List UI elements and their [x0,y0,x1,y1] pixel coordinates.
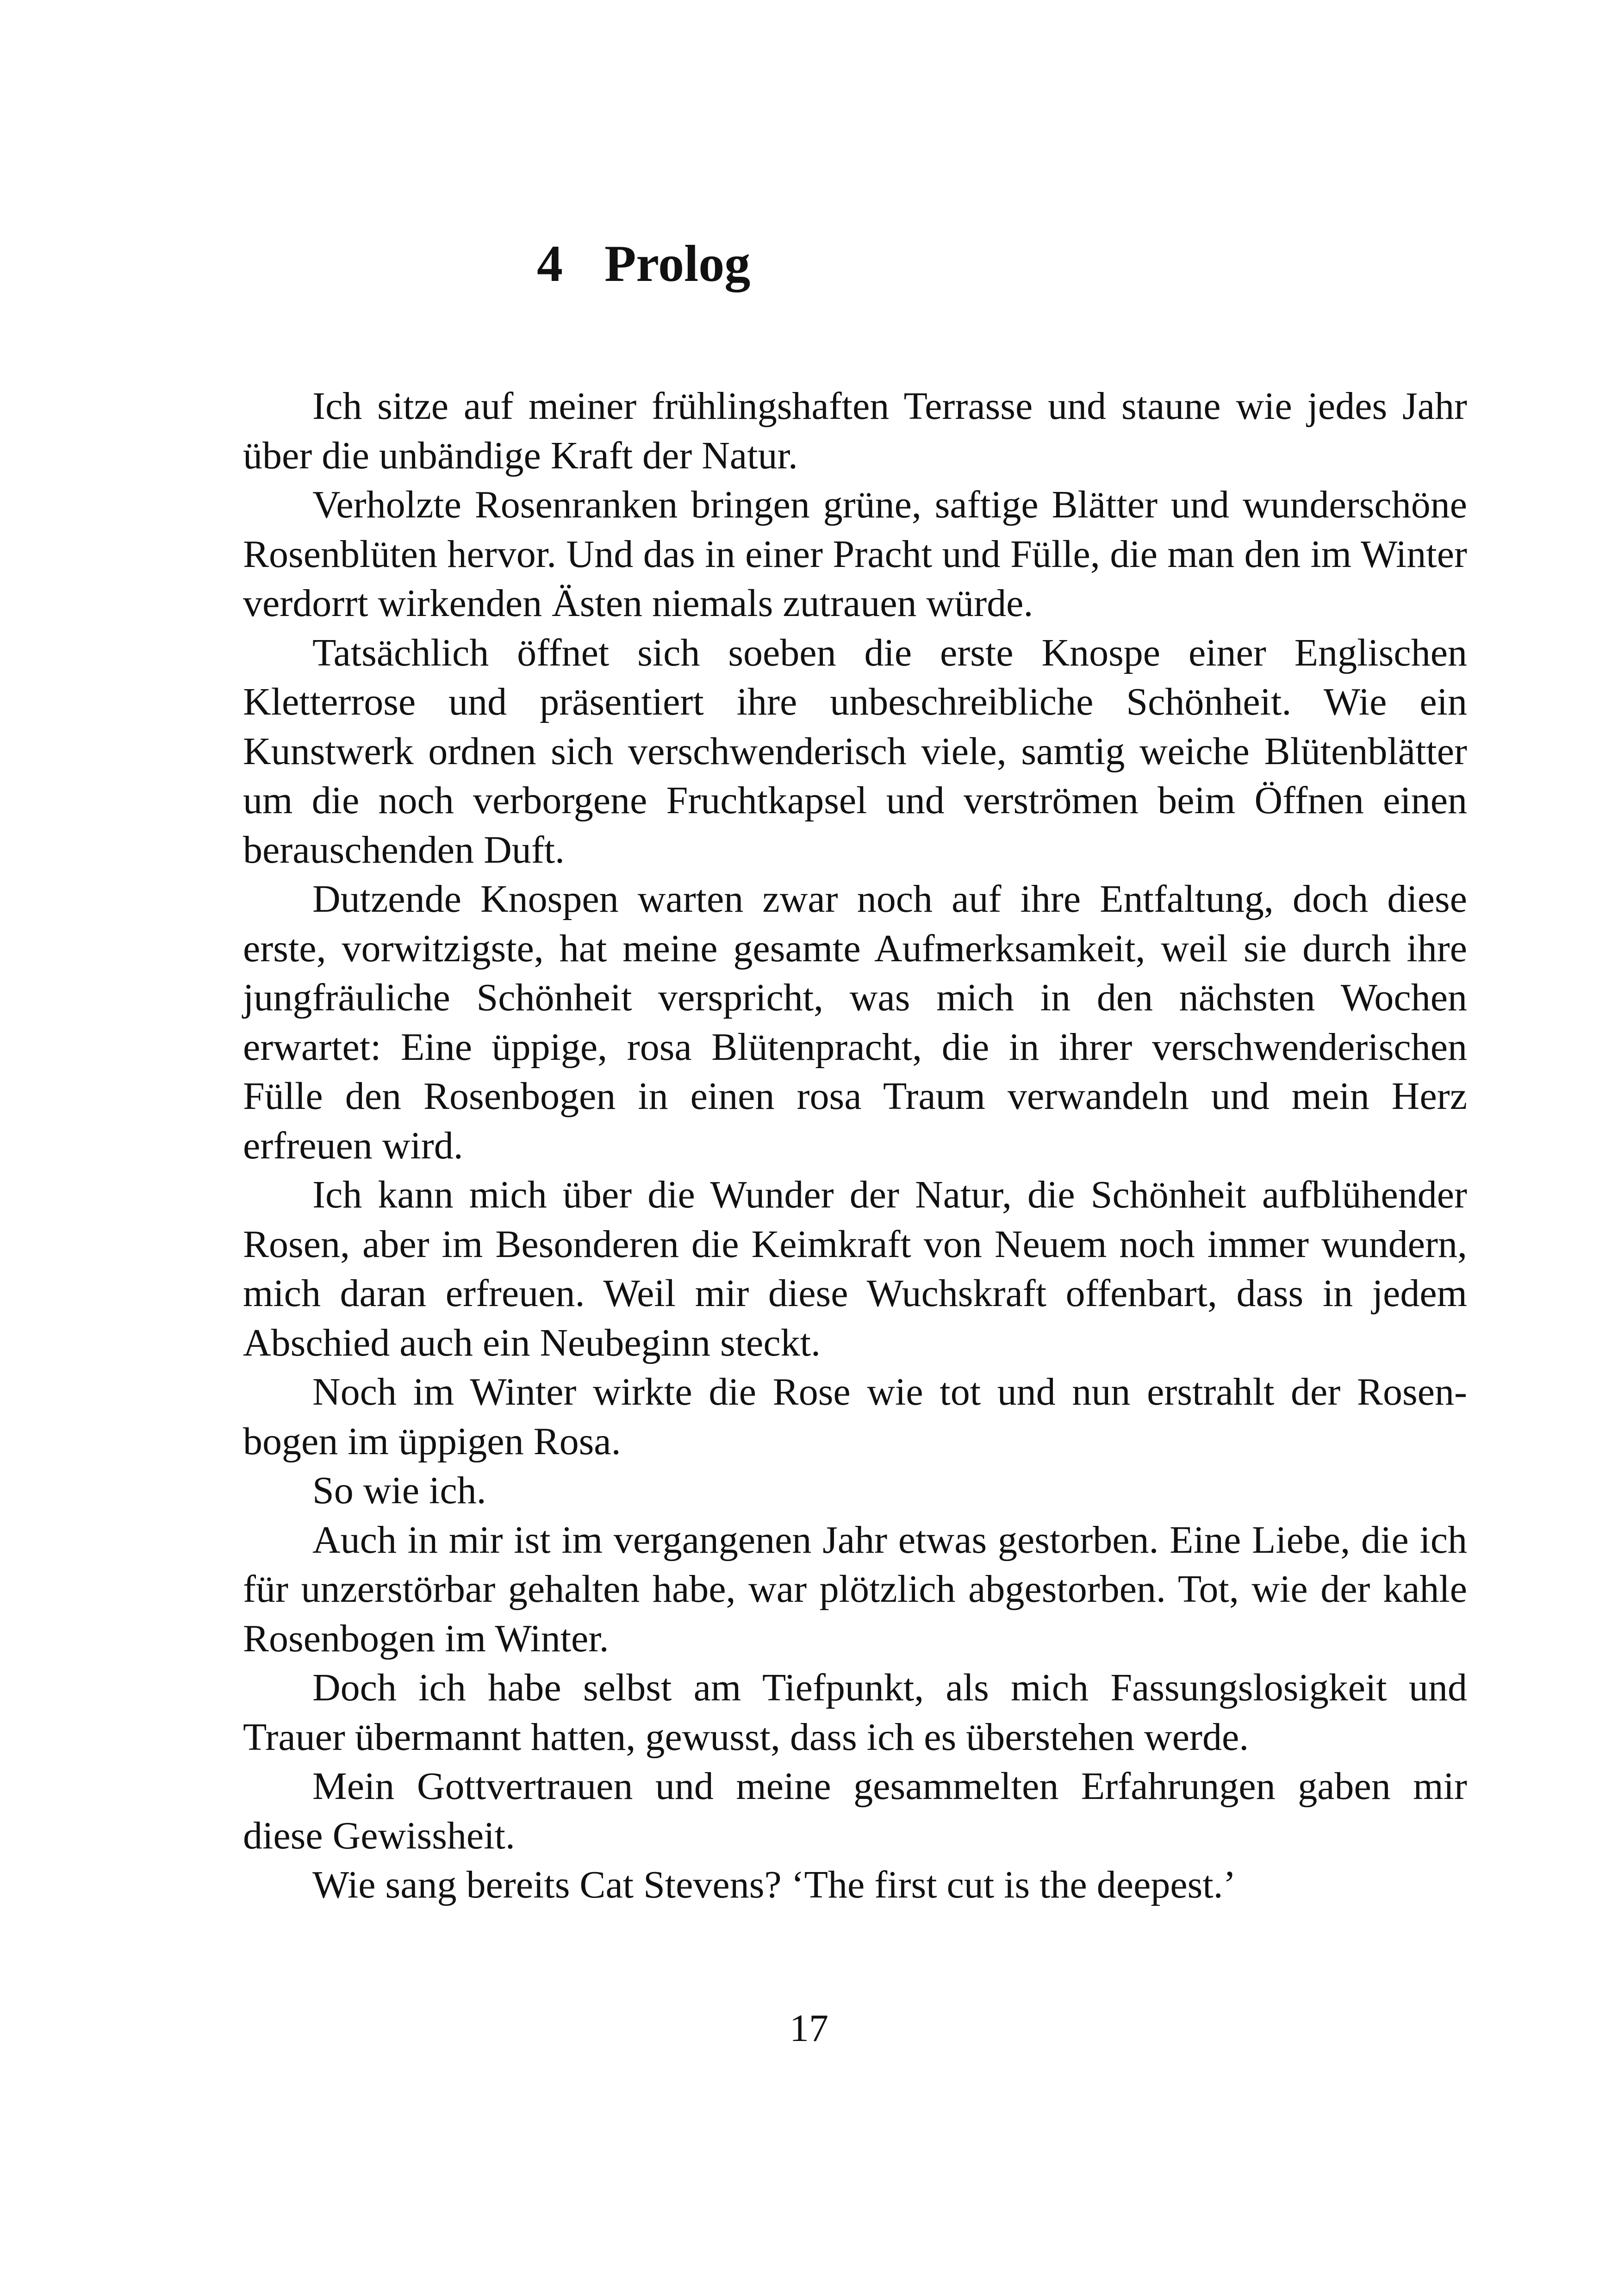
paragraph: So wie ich. [312,1469,486,1512]
paragraph: Ich kann mich über die Wunder der Natur, die Schönheit aufblühender Rosen, aber im Besonderen die Keimkraft von Neuem noch immer wundern, mich daran erfreuen. Weil mir diese Wuchskraft offenbart, dass in jedem Abschied auch ein Neubeginn steckt. [243,1173,1467,1364]
page-number: 17 [790,2007,828,2050]
paragraph: Wie sang bereits Cat Stevens? ‘The first cut is the deepest.’ [312,1863,1236,1906]
chapter-title: Prolog [604,235,751,292]
paragraph: Ich sitze auf meiner frühlingshaften Terrasse und staune wie jedes Jahr über die unbändige Kraft der Natur. [243,385,1467,477]
paragraph: Dutzende Knospen warten zwar noch auf ihre Entfaltung, doch diese erste, vorwitzigste, hat meine gesamte Aufmerksamkeit, weil sie durch ihre jungfräuliche Schönheit verspricht, was mich in den nächsten Wochen erwartet: Eine üppige, rosa Blütenpracht, die in ihrer verschwenderischen Fülle den Rosenbogen in einen rosa Traum verwandeln und mein Herz erfreuen wird. [243,877,1467,1167]
paragraph: Noch im Winter wirkte die Rose wie tot und nun erstrahlt der Rosenbogen im üppigen Rosa. [243,1370,1467,1463]
paragraph: Auch in mir ist im vergangenen Jahr etwas gestorben. Eine Liebe, die ich für unzerstörbar gehalten habe, war plötzlich abgestorben. Tot, wie der kahle Rosenbogen im Winter. [243,1518,1467,1660]
body-text [243,382,1467,1910]
paragraph: Tatsächlich öffnet sich soeben die erste Knospe einer Englischen Kletterrose und präsentiert ihre unbeschreibliche Schönheit. Wie ein Kunstwerk ordnen sich verschwenderisch viele, samtig weiche Blütenblätter um die noch verborgene Fruchtkapsel und verströmen beim Öffnen einen berauschenden Duft. [243,631,1467,871]
chapter-heading [537,231,750,296]
chapter-number: 4 [537,235,563,292]
paragraph: Doch ich habe selbst am Tiefpunkt, als mich Fassungslosigkeit und Trauer übermannt hatten, gewusst, dass ich es überstehen werde. [243,1666,1467,1759]
paragraph: Verholzte Rosenranken bringen grüne, saftige Blätter und wunderschöne Rosenblüten hervor. Und das in einer Pracht und Fülle, die man den im Winter verdorrt wirkenden Ästen niemals zutrauen würde. [243,483,1467,625]
paragraph: Mein Gottvertrauen und meine gesammelten Erfahrungen gaben mir diese Gewissheit. [243,1765,1467,1857]
